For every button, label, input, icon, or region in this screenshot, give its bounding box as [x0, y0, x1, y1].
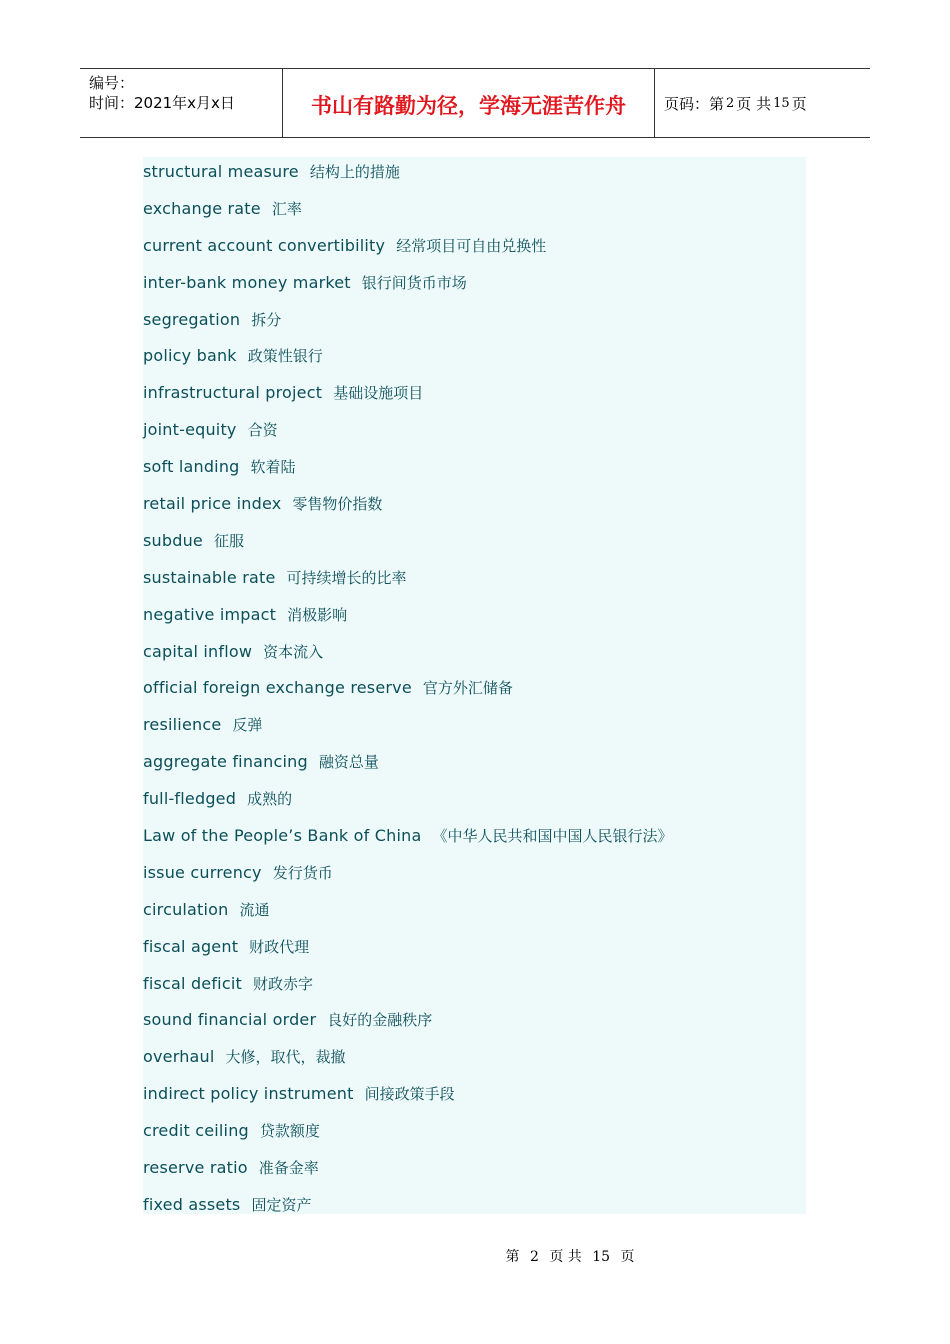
entry-english-term: retail price index: [143, 493, 282, 513]
entry-english-term: subdue: [143, 530, 203, 550]
glossary-entry: [143, 374, 806, 411]
footer-mid: 页 共: [549, 1249, 582, 1265]
entry-chinese-term: 可持续增长的比率: [286, 568, 407, 587]
glossary-entry: [143, 264, 806, 301]
entry-english-term: negative impact: [143, 604, 277, 624]
entry-chinese-term: 财政代理: [249, 937, 310, 956]
entry-english-term: current account convertibility: [143, 235, 386, 255]
glossary-entry: [143, 1075, 806, 1112]
entry-english-term: indirect policy instrument: [143, 1084, 354, 1104]
entry-english-term: structural measure: [143, 161, 299, 181]
glossary-entry: [143, 1186, 806, 1223]
entry-english-term: Law of the People’s Bank of China: [143, 825, 422, 845]
glossary-entry: [143, 633, 806, 670]
entry-chinese-term: 官方外汇储备: [422, 679, 513, 698]
entry-chinese-term: 消极影响: [287, 605, 348, 624]
glossary-entry: [143, 153, 806, 190]
entry-english-term: sustainable rate: [143, 567, 276, 587]
entry-chinese-term: 间接政策手段: [364, 1085, 455, 1104]
entry-chinese-term: 大修，取代，裁撤: [225, 1048, 346, 1067]
entry-english-term: segregation: [143, 309, 241, 329]
entry-english-term: reserve ratio: [143, 1157, 248, 1177]
entry-chinese-term: 反弹: [232, 716, 263, 735]
entry-chinese-term: 经常项目可自由兑换性: [396, 236, 547, 255]
entry-english-term: aggregate financing: [143, 752, 308, 772]
footer-suffix: 页: [620, 1249, 635, 1265]
entry-chinese-term: 准备金率: [258, 1158, 319, 1177]
header-page-total: 15: [773, 95, 790, 111]
entry-english-term: infrastructural project: [143, 383, 323, 403]
glossary-entry: [143, 190, 806, 227]
glossary-entry: [143, 706, 806, 743]
header-motto: 书山有路勤为径，学海无涯苦作舟: [282, 69, 655, 137]
entry-english-term: issue currency: [143, 862, 262, 882]
entry-english-term: inter-bank money market: [143, 272, 351, 292]
document-time-label: 时间：2021年x月x日: [89, 94, 235, 112]
entry-english-term: circulation: [143, 899, 229, 919]
glossary-entry: [143, 817, 806, 854]
entry-chinese-term: 《中华人民共和国中国人民银行法》: [432, 826, 673, 845]
entry-chinese-term: 固定资产: [251, 1195, 312, 1214]
entry-chinese-term: 基础设施项目: [333, 384, 424, 403]
entry-english-term: capital inflow: [143, 641, 253, 661]
glossary-entry: [143, 448, 806, 485]
entry-chinese-term: 贷款额度: [259, 1122, 320, 1141]
header-info-cell: [80, 69, 282, 137]
entry-english-term: official foreign exchange reserve: [143, 678, 412, 698]
glossary-entry: [143, 301, 806, 338]
glossary-entry: [143, 780, 806, 817]
page-footer: [0, 1246, 950, 1266]
entry-chinese-term: 成熟的: [247, 790, 293, 809]
entry-chinese-term: 财政赤字: [252, 974, 313, 993]
glossary-entry: [143, 743, 806, 780]
entry-chinese-term: 合资: [247, 421, 278, 440]
glossary-entry: [143, 928, 806, 965]
entry-english-term: sound financial order: [143, 1010, 317, 1030]
glossary-entry: [143, 854, 806, 891]
header-page-suffix: 页: [791, 94, 807, 113]
footer-total-pages: 15: [592, 1249, 611, 1265]
entry-chinese-term: 零售物价指数: [292, 494, 383, 513]
entry-chinese-term: 融资总量: [318, 753, 379, 772]
entry-chinese-term: 政策性银行: [247, 347, 323, 366]
entry-english-term: overhaul: [143, 1047, 215, 1067]
footer-current-page: 2: [529, 1249, 539, 1265]
glossary-entry: [143, 669, 806, 706]
glossary-entry: [143, 1149, 806, 1186]
entry-chinese-term: 拆分: [251, 310, 282, 329]
header-page-mid: 页 共: [736, 94, 772, 113]
entry-english-term: policy bank: [143, 346, 237, 366]
glossary-entry: [143, 891, 806, 928]
entry-english-term: exchange rate: [143, 198, 261, 218]
entry-english-term: full-fledged: [143, 789, 237, 809]
header-page-info: [655, 69, 870, 137]
glossary-entry: [143, 1112, 806, 1149]
entry-chinese-term: 资本流入: [263, 642, 324, 661]
page-header: [80, 68, 870, 138]
glossary-entry: [143, 337, 806, 374]
glossary-entry: [143, 596, 806, 633]
glossary-list: [143, 157, 806, 1214]
entry-english-term: joint-equity: [143, 420, 237, 440]
entry-english-term: fixed assets: [143, 1194, 241, 1214]
entry-chinese-term: 良好的金融秩序: [327, 1011, 433, 1030]
glossary-entry: [143, 522, 806, 559]
entry-chinese-term: 发行货币: [272, 863, 333, 882]
entry-english-term: fiscal agent: [143, 936, 239, 956]
entry-chinese-term: 汇率: [271, 199, 302, 218]
header-page-prefix: 页码：第: [664, 94, 725, 113]
glossary-entry: [143, 965, 806, 1002]
entry-english-term: resilience: [143, 715, 222, 735]
entry-english-term: fiscal deficit: [143, 973, 242, 993]
entry-chinese-term: 流通: [239, 900, 270, 919]
document-number-label: 编号：: [89, 74, 135, 92]
glossary-entry: [143, 485, 806, 522]
glossary-entry: [143, 411, 806, 448]
entry-english-term: credit ceiling: [143, 1121, 249, 1141]
entry-chinese-term: 结构上的措施: [309, 162, 400, 181]
entry-chinese-term: 银行间货币市场: [361, 273, 467, 292]
glossary-entry: [143, 227, 806, 264]
glossary-entry: [143, 1001, 806, 1038]
entry-english-term: soft landing: [143, 457, 240, 477]
header-page-current: 2: [726, 95, 735, 111]
glossary-entry: [143, 1038, 806, 1075]
footer-prefix: 第: [505, 1249, 520, 1265]
entry-chinese-term: 软着陆: [250, 458, 296, 477]
glossary-entry: [143, 559, 806, 596]
entry-chinese-term: 征服: [213, 531, 244, 550]
